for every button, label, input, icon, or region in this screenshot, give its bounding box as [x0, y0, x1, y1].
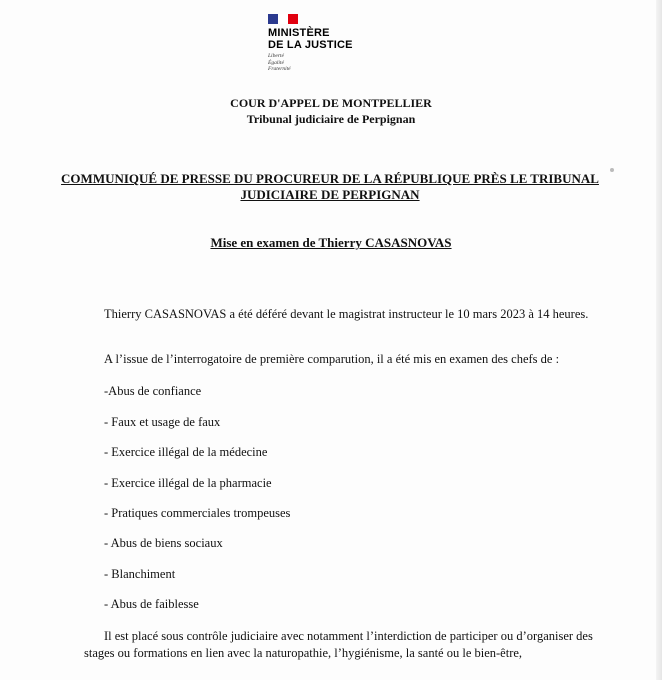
charge-item: - Blanchiment: [104, 567, 176, 581]
ministry-name-line2: DE LA JUSTICE: [268, 39, 353, 51]
paragraph-deferral: Thierry CASASNOVAS a été déféré devant le magistrat instructeur le 10 mars 2023 à 14 heures.: [104, 307, 589, 321]
charge-item: - Abus de faiblesse: [104, 597, 199, 611]
paragraph-charges-intro: A l’issue de l’interrogatoire de première comparution, il a été mis en examen des chefs de :: [104, 352, 560, 366]
tribunal-name: Tribunal judiciaire de Perpignan: [246, 112, 416, 126]
charge-item: - Pratiques commerciales trompeuses: [104, 506, 291, 520]
paragraph-judicial-control: Il est placé sous contrôle judiciaire avec notamment l’interdiction de participer ou d’organiser des stages ou formations en lien avec la naturopathie, l’hygiénisme, la santé ou le bien-être,: [84, 629, 593, 660]
motto-fraternite: Fraternité: [268, 66, 291, 72]
motto-liberte: Liberté: [268, 53, 284, 59]
french-flag-icon: [268, 14, 298, 24]
motto-egalite: Égalité: [268, 59, 284, 66]
republic-motto: [268, 53, 388, 73]
court-name: COUR D'APPEL DE MONTPELLIER: [230, 96, 432, 110]
ministry-name-line1: MINISTÈRE: [268, 27, 330, 39]
press-release-subtitle: Mise en examen de Thierry CASASNOVAS: [210, 235, 452, 250]
ministry-logo: [268, 14, 388, 73]
charge-item: - Faux et usage de faux: [104, 415, 221, 429]
press-release-title: COMMUNIQUÉ DE PRESSE DU PROCUREUR DE LA RÉPUBLIQUE PRÈS LE TRIBUNAL JUDICIAIRE DE PERPIGNAN: [61, 171, 599, 202]
charge-item: - Exercice illégal de la pharmacie: [104, 476, 272, 490]
charge-item: -Abus de confiance: [104, 384, 202, 398]
charge-item: - Abus de biens sociaux: [104, 536, 223, 550]
scan-speck: [610, 168, 614, 172]
charge-item: - Exercice illégal de la médecine: [104, 445, 268, 459]
